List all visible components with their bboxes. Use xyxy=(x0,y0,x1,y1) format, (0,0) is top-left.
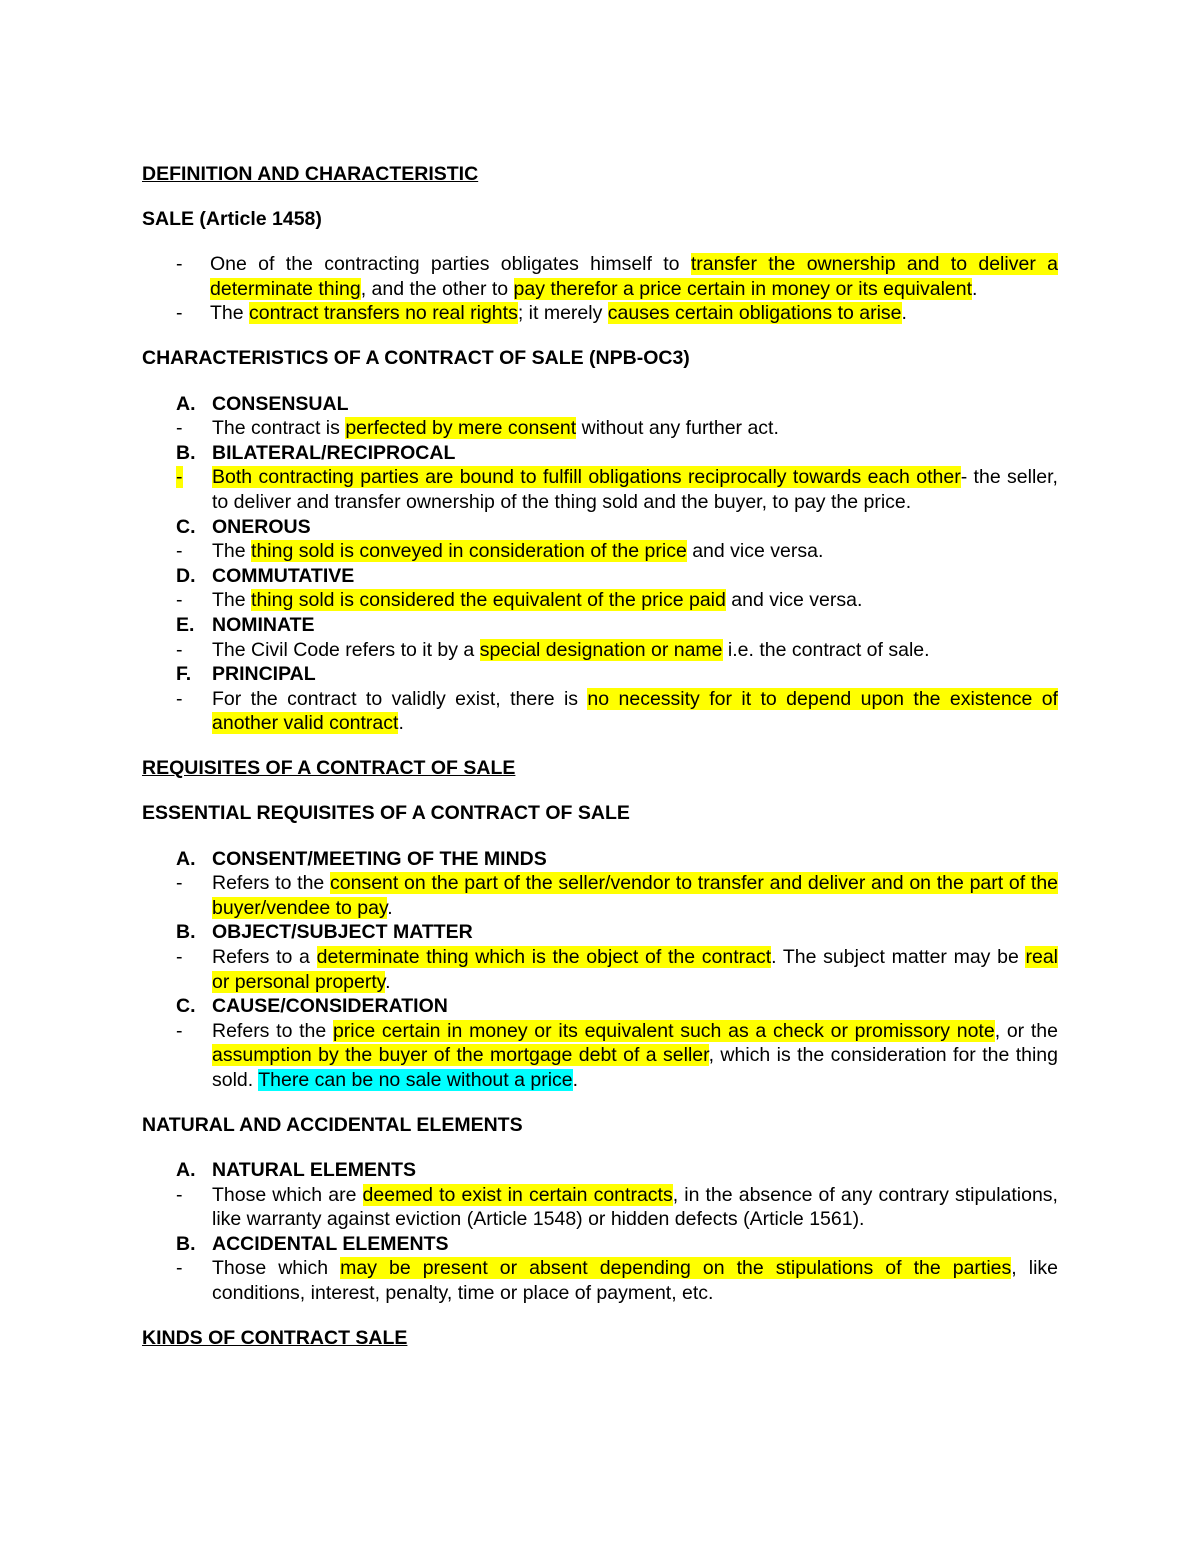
list-item xyxy=(142,1183,1058,1232)
text-run: - the seller, to deliver and transfer ownership of the thing sold and the buyer, to pay the price. xyxy=(212,466,1058,513)
text-run: and vice versa. xyxy=(686,540,824,563)
document-content xyxy=(142,162,1058,1351)
text-run: , and the other to xyxy=(360,277,514,300)
lettered-heading-row xyxy=(142,392,1058,417)
list-item-text xyxy=(210,301,1058,326)
list-item xyxy=(142,1019,1058,1093)
list-item-label: ONEROUS xyxy=(212,515,311,538)
text-run: One of the contracting parties obligates himself to xyxy=(210,253,691,276)
highlighted-text: transfer the ownership and to deliver a determinate thing xyxy=(210,253,1058,300)
dash-bullet: - xyxy=(176,872,183,895)
text-run: ; it merely xyxy=(517,302,608,325)
list-item xyxy=(142,416,1058,441)
list-item xyxy=(142,588,1058,613)
highlighted-text: deemed to exist in certain contracts xyxy=(362,1183,673,1206)
list-item-text xyxy=(212,465,1058,514)
list-item-text xyxy=(212,1256,1058,1305)
list-item-text xyxy=(212,638,1058,663)
text-run: and vice versa. xyxy=(725,589,863,612)
highlighted-text: pay therefor a price certain in money or its equivalent xyxy=(513,277,973,300)
text-run: The contract is xyxy=(212,417,346,440)
text-run: The xyxy=(212,540,252,563)
lettered-heading-row xyxy=(142,564,1058,589)
lettered-heading-row xyxy=(142,662,1058,687)
list-letter: A. xyxy=(176,847,196,870)
list-letter: C. xyxy=(176,515,196,538)
dash-bullet: - xyxy=(176,1183,183,1206)
list-letter: C. xyxy=(176,995,196,1018)
list-letter: E. xyxy=(176,613,195,636)
list-item-label: OBJECT/SUBJECT MATTER xyxy=(212,921,473,944)
list-item-label: ACCIDENTAL ELEMENTS xyxy=(212,1232,449,1255)
lettered-heading-row xyxy=(142,994,1058,1019)
highlighted-text: price certain in money or its equivalent such as a check or promissory note xyxy=(332,1019,995,1042)
text-run: . xyxy=(572,1068,579,1091)
lettered-heading-row xyxy=(142,515,1058,540)
list-item xyxy=(142,1256,1058,1305)
dash-bullet: - xyxy=(176,687,183,710)
text-run: For the contract to validly exist, there is xyxy=(212,687,588,710)
list-item xyxy=(142,945,1058,994)
essential-requisites-list xyxy=(142,847,1058,1093)
highlighted-text: Both contracting parties are bound to fulfill obligations reciprocally towards each other xyxy=(212,466,961,489)
list-item xyxy=(142,465,1058,514)
dash-bullet: - xyxy=(176,302,183,325)
list-item-text xyxy=(212,1019,1058,1093)
list-item-label: NOMINATE xyxy=(212,613,315,636)
lettered-heading-row xyxy=(142,1232,1058,1257)
lettered-heading-row xyxy=(142,920,1058,945)
list-item xyxy=(142,539,1058,564)
text-run: without any further act. xyxy=(576,417,779,440)
highlighted-text: no necessity for it to depend upon the existence of another valid contract xyxy=(212,687,1058,735)
text-run: . xyxy=(901,302,907,325)
text-run: The Civil Code refers to it by a xyxy=(212,638,480,661)
list-letter: D. xyxy=(176,564,196,587)
highlighted-text: special designation or name xyxy=(479,638,723,661)
natural-accidental-heading: NATURAL AND ACCIDENTAL ELEMENTS xyxy=(142,1114,523,1136)
highlighted-text: contract transfers no real rights xyxy=(249,302,518,325)
dash-bullet: - xyxy=(176,1257,183,1280)
text-run: , or the xyxy=(994,1019,1058,1042)
list-item-label: NATURAL ELEMENTS xyxy=(212,1159,417,1182)
list-item-label: BILATERAL/RECIPROCAL xyxy=(212,441,456,464)
text-run: . xyxy=(398,712,404,735)
list-item xyxy=(142,871,1058,920)
highlighted-text: may be present or absent depending on the stipulations of the parties xyxy=(340,1257,1012,1280)
highlighted-text: There can be no sale without a price xyxy=(258,1068,573,1091)
list-item-text xyxy=(212,687,1058,736)
list-item-text xyxy=(212,416,1058,441)
text-run: The xyxy=(210,302,250,325)
list-item-label: CONSENSUAL xyxy=(212,392,349,415)
sale-list xyxy=(142,252,1058,326)
list-letter: B. xyxy=(176,441,196,464)
text-run: Refers to the xyxy=(212,1019,333,1042)
list-item xyxy=(142,301,1058,326)
lettered-heading-row xyxy=(142,1158,1058,1183)
list-item-text xyxy=(212,1183,1058,1232)
dash-bullet: - xyxy=(176,540,183,563)
text-run: The xyxy=(212,589,252,612)
lettered-heading-row xyxy=(142,613,1058,638)
text-run: Those which are xyxy=(212,1183,363,1206)
highlighted-text: determinate thing which is the object of the contract xyxy=(316,945,772,968)
list-item-label: CAUSE/CONSIDERATION xyxy=(212,995,448,1018)
dash-bullet: - xyxy=(176,589,183,612)
list-item xyxy=(142,252,1058,301)
requisites-heading: REQUISITES OF A CONTRACT OF SALE xyxy=(142,757,516,780)
text-run: Refers to a xyxy=(212,945,317,968)
list-item-label: PRINCIPAL xyxy=(212,663,316,686)
dash-bullet: - xyxy=(176,638,183,661)
list-item xyxy=(142,638,1058,663)
lettered-heading-row xyxy=(142,441,1058,466)
highlighted-text: consent on the part of the seller/vendor to transfer and deliver and on the part of the buyer/vendee to pay xyxy=(212,872,1059,919)
list-item xyxy=(142,687,1058,736)
dash-bullet: - xyxy=(176,417,183,440)
highlighted-text: perfected by mere consent xyxy=(345,417,577,440)
text-run: Those which xyxy=(212,1257,341,1280)
list-item-text xyxy=(212,945,1058,994)
highlighted-text: assumption by the buyer of the mortgage debt of a seller xyxy=(212,1044,709,1067)
kinds-heading: KINDS OF CONTRACT SALE xyxy=(142,1327,408,1350)
highlighted-text: thing sold is conveyed in consideration of the price xyxy=(251,540,687,563)
dash-bullet: - xyxy=(176,253,183,276)
list-item-label: CONSENT/MEETING OF THE MINDS xyxy=(212,847,547,870)
text-run: . xyxy=(972,277,978,300)
natural-accidental-list xyxy=(142,1158,1058,1306)
text-run: . xyxy=(387,896,393,919)
essential-requisites-heading: ESSENTIAL REQUISITES OF A CONTRACT OF SALE xyxy=(142,802,630,825)
list-letter: A. xyxy=(176,392,196,415)
definition-heading: DEFINITION AND CHARACTERISTIC xyxy=(142,163,479,185)
list-letter: B. xyxy=(176,1232,196,1255)
list-letter: A. xyxy=(176,1159,196,1182)
list-item-text xyxy=(210,252,1058,301)
sale-heading: SALE (Article 1458) xyxy=(142,208,322,231)
list-item-label: COMMUTATIVE xyxy=(212,564,355,587)
list-item-text xyxy=(212,871,1058,920)
text-run: , which is the consideration for the thing sold. xyxy=(212,1044,1059,1091)
list-letter: B. xyxy=(176,921,196,944)
characteristics-heading: CHARACTERISTICS OF A CONTRACT OF SALE (NPB-OC3) xyxy=(142,347,690,370)
list-letter: F. xyxy=(176,663,192,686)
dash-bullet: - xyxy=(176,1019,183,1042)
lettered-heading-row xyxy=(142,847,1058,872)
characteristics-list xyxy=(142,392,1058,736)
highlighted-text: causes certain obligations to arise xyxy=(607,302,902,325)
list-item-text xyxy=(212,539,1058,564)
text-run: i.e. the contract of sale. xyxy=(722,638,930,661)
text-run: Refers to the xyxy=(212,872,330,895)
highlighted-text: thing sold is considered the equivalent of the price paid xyxy=(251,589,726,612)
text-run: . xyxy=(385,970,391,993)
dash-bullet: - xyxy=(176,466,183,489)
list-item-text xyxy=(212,588,1058,613)
text-run: . The subject matter may be xyxy=(771,945,1026,968)
highlighted-text: real or personal property xyxy=(212,945,1059,993)
text-run: , like conditions, interest, penalty, time or place of payment, etc. xyxy=(212,1257,1058,1305)
dash-bullet: - xyxy=(176,945,183,968)
text-run: , in the absence of any contrary stipulations, like warranty against eviction (Article 1548) or hidden defects (Article 1561). xyxy=(212,1183,1058,1231)
